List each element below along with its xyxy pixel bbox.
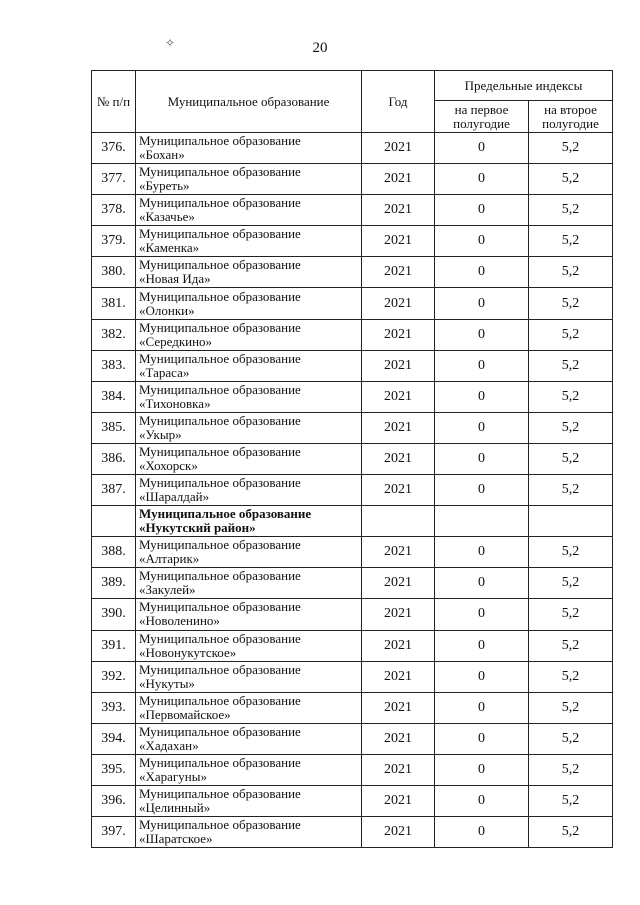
first-half-index: 0 <box>435 164 529 195</box>
first-half-index: 0 <box>435 319 529 350</box>
municipality-name-line2: «Середкино» <box>139 333 213 349</box>
year-cell: 2021 <box>362 195 435 226</box>
table-header <box>92 71 613 133</box>
municipality-name <box>136 630 362 661</box>
year-cell: 2021 <box>362 537 435 568</box>
row-number: 384. <box>92 381 136 412</box>
municipality-name-line1: Муниципальное образование <box>139 288 301 304</box>
first-half-index: 0 <box>435 133 529 164</box>
municipality-name-line2: «Алтарик» <box>139 551 200 567</box>
municipality-name <box>136 785 362 816</box>
municipality-name-line1: Муниципальное образование <box>139 226 301 242</box>
first-half-index: 0 <box>435 350 529 381</box>
first-half-index: 0 <box>435 381 529 412</box>
municipality-name-line2: «Олонки» <box>139 302 195 318</box>
year-cell: 2021 <box>362 661 435 692</box>
year-cell: 2021 <box>362 599 435 630</box>
table-row <box>92 226 613 257</box>
row-number: 394. <box>92 723 136 754</box>
municipality-name <box>136 475 362 506</box>
municipality-name <box>136 692 362 723</box>
year-cell: 2021 <box>362 164 435 195</box>
first-half-index <box>435 506 529 537</box>
municipality-name-line1: Муниципальное образование <box>139 506 312 522</box>
year-cell: 2021 <box>362 754 435 785</box>
year-cell: 2021 <box>362 817 435 848</box>
municipality-name <box>136 319 362 350</box>
municipality-name-line1: Муниципальное образование <box>139 195 301 211</box>
year-cell: 2021 <box>362 381 435 412</box>
municipality-name-line2: «Шаралдай» <box>139 489 210 505</box>
second-half-index: 5,2 <box>529 195 613 226</box>
table-body <box>92 133 613 848</box>
second-half-index: 5,2 <box>529 257 613 288</box>
table-row <box>92 133 613 164</box>
first-half-index: 0 <box>435 537 529 568</box>
table-row <box>92 257 613 288</box>
second-half-index: 5,2 <box>529 630 613 661</box>
municipality-name <box>136 164 362 195</box>
header-year: Год <box>362 71 435 133</box>
municipality-name <box>136 257 362 288</box>
municipality-name <box>136 133 362 164</box>
municipality-name-line2: «Каменка» <box>139 240 200 256</box>
second-half-index: 5,2 <box>529 319 613 350</box>
row-number <box>92 506 136 537</box>
table-row <box>92 288 613 319</box>
municipality-name-line1: Муниципальное образование <box>139 350 301 366</box>
municipality-name-line1: Муниципальное образование <box>139 754 301 770</box>
year-cell: 2021 <box>362 630 435 661</box>
year-cell: 2021 <box>362 412 435 443</box>
table-row <box>92 164 613 195</box>
row-number: 381. <box>92 288 136 319</box>
municipality-name <box>136 537 362 568</box>
municipality-name-line2: «Буреть» <box>139 178 190 194</box>
first-half-index: 0 <box>435 692 529 723</box>
row-number: 379. <box>92 226 136 257</box>
municipality-name <box>136 754 362 785</box>
municipality-name-line1: Муниципальное образование <box>139 475 301 491</box>
row-number: 380. <box>92 257 136 288</box>
municipality-name-line1: Муниципальное образование <box>139 537 301 553</box>
municipality-name <box>136 195 362 226</box>
municipality-name <box>136 568 362 599</box>
year-cell: 2021 <box>362 226 435 257</box>
first-half-index: 0 <box>435 661 529 692</box>
second-half-index <box>529 506 613 537</box>
second-half-index: 5,2 <box>529 754 613 785</box>
row-number: 396. <box>92 785 136 816</box>
indices-table <box>91 70 613 848</box>
second-half-index: 5,2 <box>529 381 613 412</box>
first-half-index: 0 <box>435 475 529 506</box>
municipality-name-line1: Муниципальное образование <box>139 319 301 335</box>
table-row <box>92 568 613 599</box>
first-half-index: 0 <box>435 568 529 599</box>
municipality-name-line1: Муниципальное образование <box>139 381 301 397</box>
municipality-name-line2: «Первомайское» <box>139 706 231 722</box>
first-half-index: 0 <box>435 630 529 661</box>
municipality-name-line2: «Тараса» <box>139 364 190 380</box>
row-number: 387. <box>92 475 136 506</box>
municipality-name-line2: «Хадахан» <box>139 737 199 753</box>
table-row <box>92 412 613 443</box>
municipality-name-line2: «Целинный» <box>139 800 211 816</box>
year-cell: 2021 <box>362 568 435 599</box>
second-half-index: 5,2 <box>529 537 613 568</box>
municipality-name-line2: «Нукуты» <box>139 675 195 691</box>
table-row <box>92 537 613 568</box>
second-half-index: 5,2 <box>529 817 613 848</box>
year-cell: 2021 <box>362 475 435 506</box>
year-cell: 2021 <box>362 288 435 319</box>
second-half-index: 5,2 <box>529 599 613 630</box>
table-row <box>92 630 613 661</box>
year-cell: 2021 <box>362 257 435 288</box>
row-number: 385. <box>92 412 136 443</box>
table-row <box>92 817 613 848</box>
municipality-name-line1: Муниципальное образование <box>139 599 301 615</box>
first-half-index: 0 <box>435 754 529 785</box>
municipality-name-line1: Муниципальное образование <box>139 257 301 273</box>
municipality-name-line1: Муниципальное образование <box>139 412 301 428</box>
first-half-index: 0 <box>435 723 529 754</box>
row-number: 392. <box>92 661 136 692</box>
municipality-name-line1: Муниципальное образование <box>139 133 301 149</box>
table-row <box>92 692 613 723</box>
municipality-name-line2: «Новая Ида» <box>139 271 211 287</box>
table-row <box>92 350 613 381</box>
row-number: 389. <box>92 568 136 599</box>
row-number: 395. <box>92 754 136 785</box>
second-half-index: 5,2 <box>529 723 613 754</box>
header-half1: на первое полугодие <box>435 101 529 133</box>
row-number: 377. <box>92 164 136 195</box>
row-number: 393. <box>92 692 136 723</box>
municipality-name <box>136 723 362 754</box>
first-half-index: 0 <box>435 226 529 257</box>
table-row <box>92 599 613 630</box>
municipality-name-line2: «Хохорск» <box>139 457 198 473</box>
group-row <box>92 506 613 537</box>
municipality-name <box>136 599 362 630</box>
municipality-name-line1: Муниципальное образование <box>139 443 301 459</box>
municipality-name-line2: «Закулей» <box>139 582 196 598</box>
second-half-index: 5,2 <box>529 568 613 599</box>
municipality-name <box>136 288 362 319</box>
first-half-index: 0 <box>435 443 529 474</box>
second-half-index: 5,2 <box>529 692 613 723</box>
municipality-name-line1: Муниципальное образование <box>139 692 301 708</box>
table-row <box>92 319 613 350</box>
year-cell: 2021 <box>362 443 435 474</box>
year-cell: 2021 <box>362 723 435 754</box>
municipality-name <box>136 443 362 474</box>
second-half-index: 5,2 <box>529 443 613 474</box>
table-row <box>92 195 613 226</box>
year-cell: 2021 <box>362 785 435 816</box>
municipality-name-line2: «Укыр» <box>139 426 182 442</box>
municipality-name-line1: Муниципальное образование <box>139 723 301 739</box>
municipality-name <box>136 381 362 412</box>
first-half-index: 0 <box>435 412 529 443</box>
municipality-name-line2: «Нукутский район» <box>139 520 256 536</box>
row-number: 376. <box>92 133 136 164</box>
second-half-index: 5,2 <box>529 475 613 506</box>
year-cell: 2021 <box>362 319 435 350</box>
row-number: 390. <box>92 599 136 630</box>
municipality-name-line1: Муниципальное образование <box>139 630 301 646</box>
scan-mark-icon: ✧ <box>165 36 176 50</box>
second-half-index: 5,2 <box>529 164 613 195</box>
table-row <box>92 785 613 816</box>
first-half-index: 0 <box>435 288 529 319</box>
municipality-name <box>136 226 362 257</box>
municipality-name <box>136 506 362 537</box>
second-half-index: 5,2 <box>529 288 613 319</box>
row-number: 397. <box>92 817 136 848</box>
year-cell: 2021 <box>362 350 435 381</box>
table-row <box>92 443 613 474</box>
municipality-name-line2: «Новоленино» <box>139 613 220 629</box>
header-half2: на второе полугодие <box>529 101 613 133</box>
municipality-name <box>136 350 362 381</box>
municipality-name-line1: Муниципальное образование <box>139 661 301 677</box>
row-number: 388. <box>92 537 136 568</box>
municipality-name-line2: «Казачье» <box>139 209 195 225</box>
first-half-index: 0 <box>435 817 529 848</box>
table-row <box>92 381 613 412</box>
municipality-name-line1: Муниципальное образование <box>139 817 301 833</box>
row-number: 391. <box>92 630 136 661</box>
second-half-index: 5,2 <box>529 133 613 164</box>
second-half-index: 5,2 <box>529 661 613 692</box>
row-number: 378. <box>92 195 136 226</box>
municipality-name-line1: Муниципальное образование <box>139 786 301 802</box>
table-row <box>92 661 613 692</box>
municipality-name-line1: Муниципальное образование <box>139 568 301 584</box>
row-number: 386. <box>92 443 136 474</box>
first-half-index: 0 <box>435 599 529 630</box>
year-cell <box>362 506 435 537</box>
municipality-name-line2: «Новонукутское» <box>139 644 237 660</box>
municipality-name-line2: «Тихоновка» <box>139 395 211 411</box>
year-cell: 2021 <box>362 133 435 164</box>
row-number: 382. <box>92 319 136 350</box>
header-num: № п/п <box>92 71 136 133</box>
first-half-index: 0 <box>435 195 529 226</box>
table-row <box>92 475 613 506</box>
second-half-index: 5,2 <box>529 350 613 381</box>
first-half-index: 0 <box>435 785 529 816</box>
second-half-index: 5,2 <box>529 412 613 443</box>
municipality-name <box>136 661 362 692</box>
page-number: 20 <box>312 40 328 56</box>
table-row <box>92 723 613 754</box>
second-half-index: 5,2 <box>529 226 613 257</box>
first-half-index: 0 <box>435 257 529 288</box>
header-name: Муниципальное образование <box>136 71 362 133</box>
municipality-name-line2: «Шаратское» <box>139 831 213 847</box>
header-limit: Предельные индексы <box>435 71 613 101</box>
table-row <box>92 754 613 785</box>
row-number: 383. <box>92 350 136 381</box>
municipality-name-line1: Муниципальное образование <box>139 164 301 180</box>
year-cell: 2021 <box>362 692 435 723</box>
municipality-name <box>136 412 362 443</box>
second-half-index: 5,2 <box>529 785 613 816</box>
municipality-name-line2: «Харагуны» <box>139 768 207 784</box>
municipality-name-line2: «Бохан» <box>139 147 185 163</box>
municipality-name <box>136 817 362 848</box>
